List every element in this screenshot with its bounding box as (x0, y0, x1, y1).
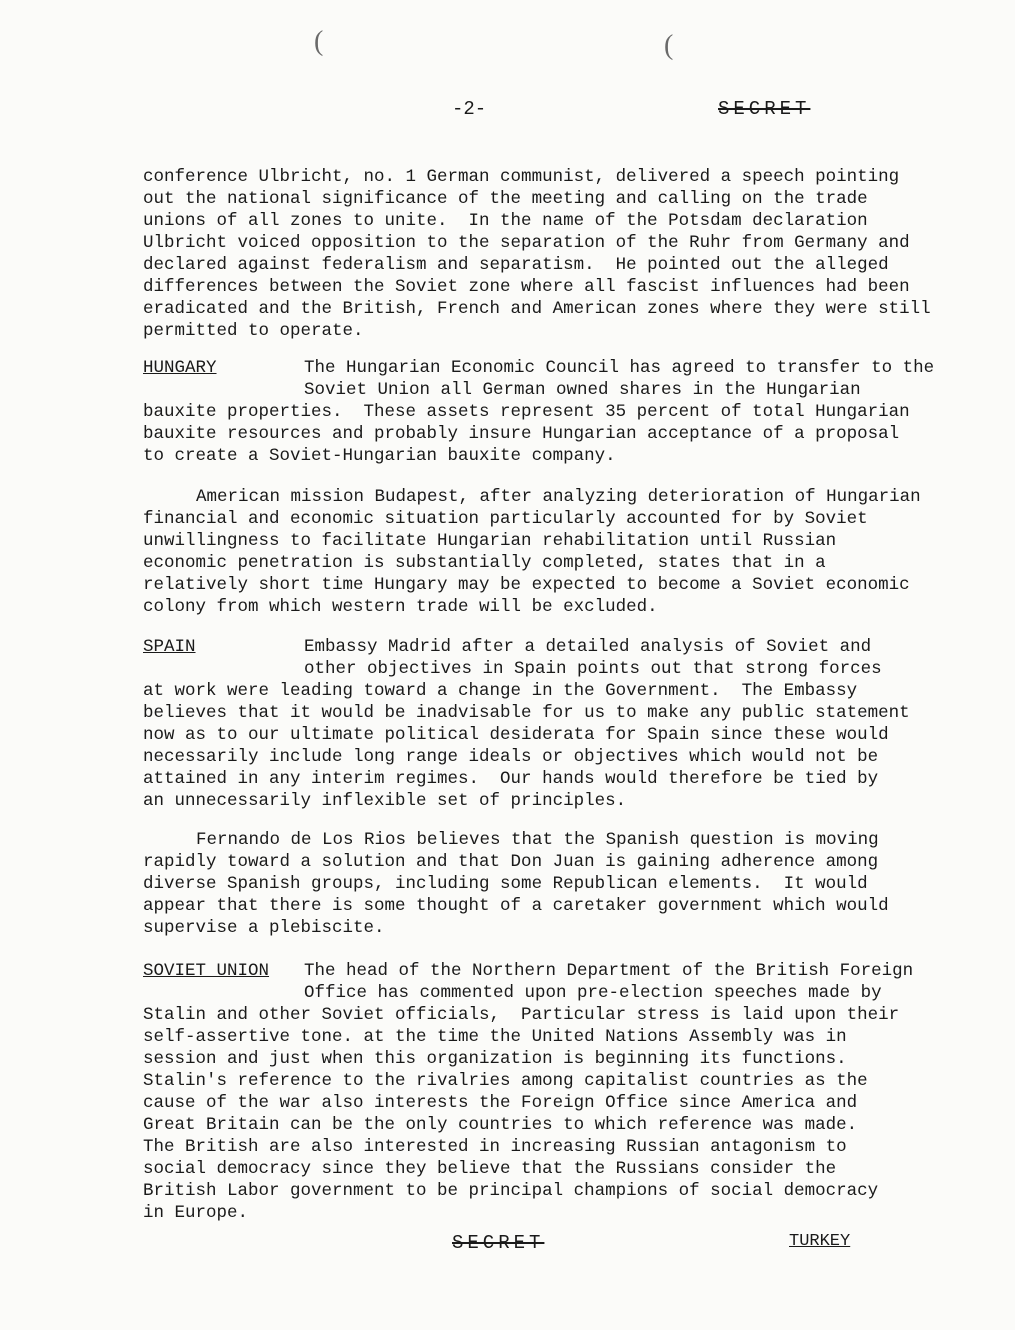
text-line: The British are also interested in increasing Russian antagonism to (143, 1137, 847, 1157)
text-line: unwillingness to facilitate Hungarian rehabilitation until Russian (143, 531, 837, 551)
text-line: supervise a plebiscite. (143, 918, 385, 938)
text-line: Stalin and other Soviet officials, Particular stress is laid upon their (143, 1005, 900, 1025)
text-line: in Europe. (143, 1203, 249, 1223)
text-line: unions of all zones to unite. In the name of the Potsdam declaration (143, 211, 868, 231)
text-line: colony from which western trade will be excluded. (143, 597, 658, 617)
text-line: other objectives in Spain points out that strong forces (304, 659, 882, 679)
text-line: Embassy Madrid after a detailed analysis of Soviet and (304, 637, 872, 657)
text-line: believes that it would be inadvisable for us to make any public statement (143, 703, 910, 723)
text-line: Ulbricht voiced opposition to the separation of the Ruhr from Germany and (143, 233, 910, 253)
page-number: -2- (452, 98, 487, 120)
text-line: self-assertive tone. at the time the United Nations Assembly was in (143, 1027, 847, 1047)
text-line: Great Britain can be the only countries to which reference was made. (143, 1115, 858, 1135)
section-heading-hungary: HUNGARY (143, 358, 217, 378)
section-heading-spain: SPAIN (143, 637, 196, 657)
text-line: to create a Soviet-Hungarian bauxite company. (143, 446, 616, 466)
text-line: relatively short time Hungary may be expected to become a Soviet economic (143, 575, 910, 595)
text-line: appear that there is some thought of a caretaker government which would (143, 896, 889, 916)
text-line: necessarily include long range ideals or objectives which would not be (143, 747, 879, 767)
punch-hole-mark-right: ( (664, 30, 674, 61)
text-line: American mission Budapest, after analyzing deterioration of Hungarian (196, 487, 921, 507)
text-line: economic penetration is substantially completed, states that in a (143, 553, 826, 573)
text-line: bauxite properties. These assets represent 35 percent of total Hungarian (143, 402, 910, 422)
text-line: financial and economic situation particularly accounted for by Soviet (143, 509, 868, 529)
text-line: Fernando de Los Rios believes that the Spanish question is moving (196, 830, 879, 850)
section-heading-soviet-union: SOVIET UNION (143, 961, 270, 981)
text-line: out the national significance of the meeting and calling on the trade (143, 189, 868, 209)
continuation-catchword: TURKEY (789, 1232, 851, 1251)
text-line: social democracy since they believe that the Russians consider the (143, 1159, 837, 1179)
text-line: Stalin's reference to the rivalries among capitalist countries as the (143, 1071, 868, 1091)
text-line: permitted to operate. (143, 321, 364, 341)
text-line: The Hungarian Economic Council has agreed to transfer to the (304, 358, 935, 378)
text-line: an unnecessarily inflexible set of principles. (143, 791, 627, 811)
text-line: eradicated and the British, French and American zones where they were still (143, 299, 931, 319)
text-line: Soviet Union all German owned shares in the Hungarian (304, 380, 861, 400)
text-line: diverse Spanish groups, including some Republican elements. It would (143, 874, 868, 894)
text-line: conference Ulbricht, no. 1 German communist, delivered a speech pointing (143, 167, 900, 187)
text-line: Office has commented upon pre-election speeches made by (304, 983, 882, 1003)
text-line: The head of the Northern Department of the British Foreign (304, 961, 914, 981)
text-line: attained in any interim regimes. Our hands would therefore be tied by (143, 769, 879, 789)
punch-hole-mark-left: ( (314, 26, 324, 57)
text-line: declared against federalism and separatism. He pointed out the alleged (143, 255, 889, 275)
text-line: British Labor government to be principal champions of social democracy (143, 1181, 879, 1201)
text-line: differences between the Soviet zone where all fascist influences had been (143, 277, 910, 297)
classification-marking-bottom: SECRET (452, 1232, 545, 1254)
text-line: now as to our ultimate political desiderata for Spain since these would (143, 725, 889, 745)
text-line: session and just when this organization is beginning its functions. (143, 1049, 847, 1069)
text-line: at work were leading toward a change in the Government. The Embassy (143, 681, 858, 701)
text-line: rapidly toward a solution and that Don Juan is gaining adherence among (143, 852, 879, 872)
text-line: bauxite resources and probably insure Hungarian acceptance of a proposal (143, 424, 900, 444)
text-line: cause of the war also interests the Foreign Office since America and (143, 1093, 858, 1113)
classification-marking-top: SECRET (718, 98, 811, 120)
